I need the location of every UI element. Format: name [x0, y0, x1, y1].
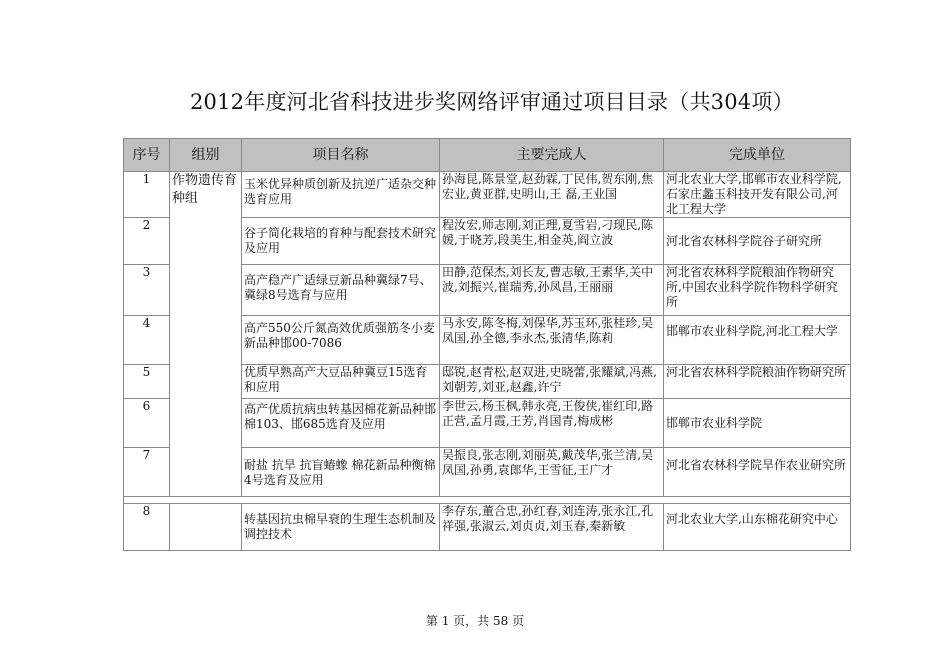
row-seq: 5 [124, 365, 170, 399]
document-title: 2012年度河北省科技进步奖网络评审通过项目目录（共304项） [190, 90, 794, 114]
row-project: 谷子简化栽培的育种与配套技术研究及应用 [242, 218, 440, 265]
row-seq: 3 [124, 265, 170, 316]
header-people: 主要完成人 [440, 139, 664, 172]
row-people: 孙海昆,陈景堂,赵劲霖,丁民伟,贺东刚,焦宏业,黄亚群,史明山,王 磊,王业国 [440, 172, 664, 218]
table-row [124, 172, 851, 218]
row-unit: 邯郸市农业科学院 [664, 399, 851, 448]
row-unit: 河北省农林科学院粮油作物研究所,中国农业科学院作物科学研究所 [664, 265, 851, 316]
group-cell-empty [170, 504, 242, 551]
row-project: 优质早熟高产大豆品种冀豆15选育和应用 [242, 365, 440, 399]
group-cell: 作物遗传育种组 [170, 172, 242, 497]
row-people: 李世云,杨玉枫,韩永亮,王俊侠,崔红印,路正营,孟月霞,王芳,肖国青,梅成彬 [440, 399, 664, 448]
row-project: 高产优质抗病虫转基因棉花新品种邯棉103、邯685选育及应用 [242, 399, 440, 448]
row-project: 耐盐 抗旱 抗盲蝽蟓 棉花新品种衡棉4号选育及应用 [242, 448, 440, 497]
row-unit: 河北农业大学,邯郸市农业科学院,石家庄蠡玉科技开发有限公司,河北工程大学 [664, 172, 851, 218]
row-seq: 1 [124, 172, 170, 218]
row-seq: 4 [124, 316, 170, 365]
row-unit: 河北农业大学,山东棉花研究中心 [664, 504, 851, 551]
row-unit: 河北省农林科学院粮油作物研究所 [664, 365, 851, 399]
project-table [123, 138, 851, 551]
row-people: 田静,范保杰,刘长友,曹志敏,王素华,关中波,刘振兴,崔瑞秀,孙凤昌,王丽丽 [440, 265, 664, 316]
row-project: 转基因抗虫棉早衰的生理生态机制及调控技术 [242, 504, 440, 551]
row-people: 程汝宏,师志刚,刘正理,夏雪岩,刁现民,陈媛,于晓芳,段美生,相金英,阎立波 [440, 218, 664, 265]
row-people: 马永安,陈冬梅,刘保华,苏玉环,张桂珍,吴凤国,孙全德,李永杰,张清华,陈莉 [440, 316, 664, 365]
table-header-row [124, 139, 851, 172]
row-seq: 2 [124, 218, 170, 265]
row-unit: 河北省农林科学院旱作农业研究所 [664, 448, 851, 497]
row-people: 邸锐,赵青松,赵双进,史晓蕾,张耀斌,冯燕,刘朝芳,刘亚,赵鑫,许宁 [440, 365, 664, 399]
row-unit: 河北省农林科学院谷子研究所 [664, 218, 851, 265]
row-people: 吴振良,张志刚,刘丽英,戴茂华,张兰清,吴凤国,孙勇,袁郎华,王雪征,王广才 [440, 448, 664, 497]
header-unit: 完成单位 [664, 139, 851, 172]
header-seq: 序号 [124, 139, 170, 172]
header-project: 项目名称 [242, 139, 440, 172]
row-people: 李存东,董合忠,孙红春,刘连涛,张永江,孔祥强,张淑云,刘贞贞,刘玉春,秦新敏 [440, 504, 664, 551]
row-project: 玉米优异种质创新及抗逆广适杂交种选育应用 [242, 172, 440, 218]
row-seq: 7 [124, 448, 170, 497]
table-row [124, 504, 851, 551]
row-seq: 6 [124, 399, 170, 448]
page-footer: 第 1 页，共 58 页 [425, 614, 525, 628]
row-seq: 8 [124, 504, 170, 551]
row-project: 高产550公斤氮高效优质强筋冬小麦新品种邯00-7086 [242, 316, 440, 365]
header-group: 组别 [170, 139, 242, 172]
row-spacer [124, 497, 851, 504]
row-unit: 邯郸市农业科学院,河北工程大学 [664, 316, 851, 365]
table-spacer-row [124, 497, 851, 504]
row-project: 高产稳产广适绿豆新品种冀绿7号、冀绿8号选育与应用 [242, 265, 440, 316]
